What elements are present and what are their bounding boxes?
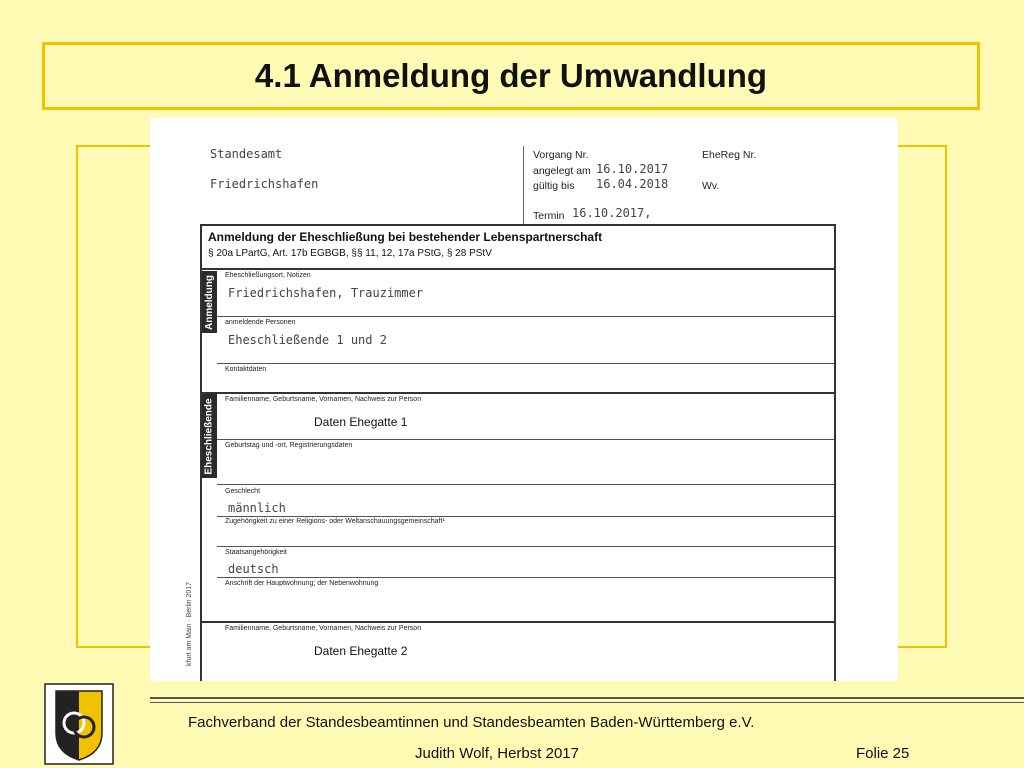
section-rule <box>202 392 834 394</box>
name2-label: Familienname, Geburtsname, Vornamen, Nachweis zur Person <box>225 625 422 632</box>
city-label: Friedrichshafen <box>210 177 319 191</box>
rule <box>217 363 834 364</box>
wv-label: Wv. <box>702 180 720 192</box>
slide-number: Folie 25 <box>856 745 910 762</box>
termin-value: 16.10.2017, <box>572 206 652 220</box>
section-anmeldung-bar <box>202 271 217 333</box>
gueltig-label: gültig bis <box>533 180 575 192</box>
section-eheschliessende-label: Eheschließende <box>204 397 216 475</box>
angelegt-label: angelegt am <box>533 165 591 177</box>
angelegt-value: 16.10.2017 <box>596 162 669 176</box>
geschlecht-value: männlich <box>228 501 286 515</box>
title-box <box>42 42 980 110</box>
kontakt-label: Kontaktdaten <box>225 366 267 373</box>
ehereg-label: EheReg Nr. <box>702 149 757 161</box>
header-divider <box>523 146 524 226</box>
termin-label: Termin <box>533 210 565 222</box>
staat-label: Staatsangehörigkeit <box>225 549 287 556</box>
anschrift-label: Anschrift der Hauptwohnung; der Nebenwohnung <box>225 580 379 587</box>
ort-value: Friedrichshafen, Trauzimmer <box>228 286 424 300</box>
personen-value: Eheschließende 1 und 2 <box>228 333 387 347</box>
office-label: Standesamt <box>210 147 283 161</box>
section-eheschliessende-bar <box>202 394 217 478</box>
ort-label: Eheschließungsort, Notizen <box>225 272 311 279</box>
registration-form <box>200 224 836 681</box>
footer-organization: Fachverband der Standesbeamtinnen und Standesbeamten Baden-Württemberg e.V. <box>188 714 755 731</box>
footer-rule <box>150 697 1024 699</box>
form-title: Anmeldung der Eheschließung bei bestehender Lebenspartnerschaft <box>208 230 603 244</box>
footer-author: Judith Wolf, Herbst 2017 <box>415 745 579 762</box>
rule <box>217 577 834 578</box>
association-logo <box>44 683 114 765</box>
staat-value: deutsch <box>228 562 279 576</box>
rule <box>217 546 834 547</box>
geburt-label: Geburtstag und -ort, Registrierungsdaten <box>225 442 353 449</box>
margin-note: kfurt am Main · Berlin 2017 <box>186 581 193 666</box>
name2-value: Daten Ehegatte 2 <box>314 644 408 658</box>
slide-title: 4.1 Anmeldung der Umwandlung <box>254 57 768 94</box>
form-top-rule <box>202 268 834 270</box>
footer-rule <box>150 702 1024 703</box>
rule <box>217 316 834 317</box>
form-subtitle: § 20a LPartG, Art. 17b EGBGB, §§ 11, 12, 17a PStG, § 28 PStV <box>208 248 492 259</box>
rule <box>217 484 834 485</box>
section-anmeldung-label: Anmeldung <box>204 274 215 330</box>
vorgang-label: Vorgang Nr. <box>533 149 589 161</box>
rule <box>217 439 834 440</box>
rule <box>217 516 834 517</box>
religion-label: Zugehörigkeit zu einer Religions- oder Weltanschauungsgemeinschaft¹ <box>225 518 445 525</box>
document-image <box>150 118 898 681</box>
gueltig-value: 16.04.2018 <box>596 177 669 191</box>
geschlecht-label: Geschlecht <box>225 488 261 495</box>
name1-value: Daten Ehegatte 1 <box>314 415 408 429</box>
personen-label: anmeldende Personen <box>225 319 296 326</box>
section-rule <box>202 621 834 623</box>
name1-label: Familienname, Geburtsname, Vornamen, Nachweis zur Person <box>225 396 422 403</box>
